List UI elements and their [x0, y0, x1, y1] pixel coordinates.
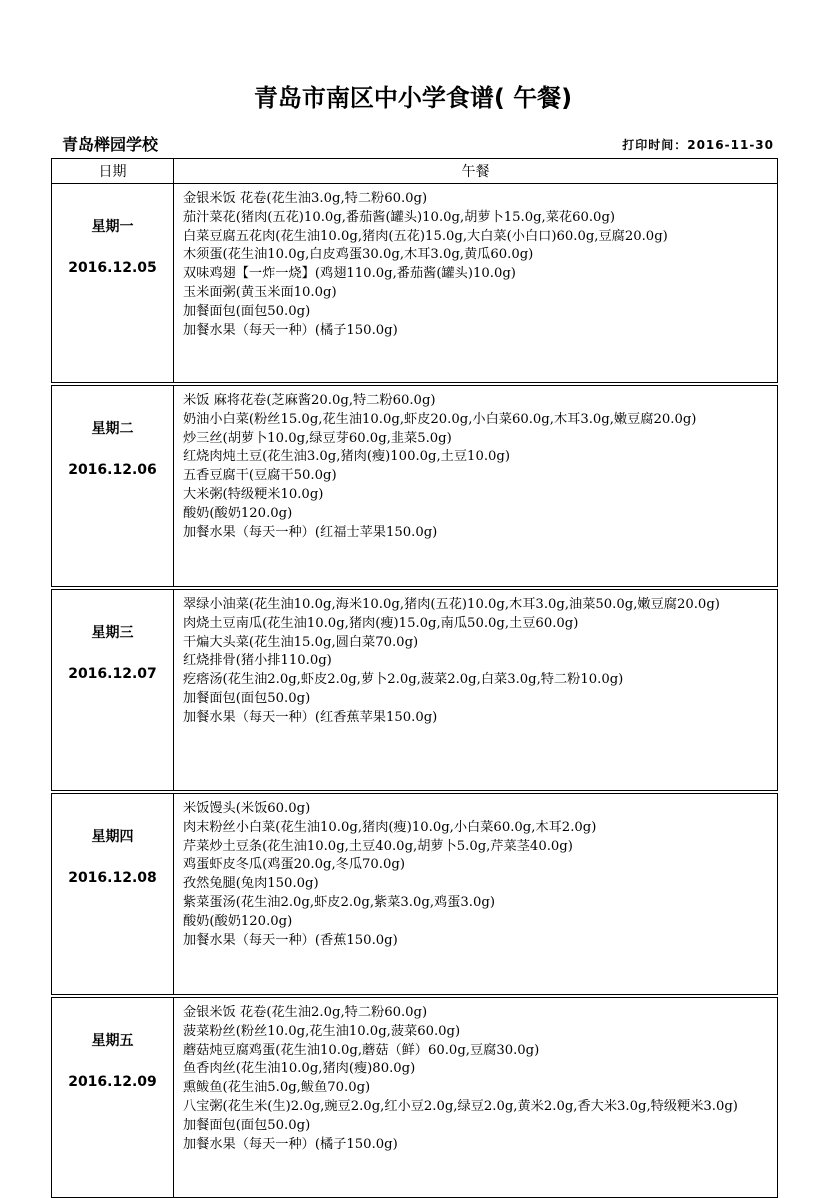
meal-item: 木须蛋(花生油10.0g,白皮鸡蛋30.0g,木耳3.0g,黄瓜60.0g): [183, 247, 534, 263]
meal-item: 加餐水果（每天一种）(红福士苹果150.0g): [183, 524, 438, 540]
day-cell: [52, 386, 174, 587]
table-row: [52, 998, 778, 1198]
meal-item: 米饭 麻将花卷(芝麻酱20.0g,特二粉60.0g): [183, 393, 436, 408]
meal-item: 奶油小白菜(粉丝15.0g,花生油10.0g,虾皮20.0g,小白菜60.0g,木耳3.0g,嫩豆腐20.0g): [183, 411, 697, 427]
meal-item: 加餐面包(面包50.0g): [183, 690, 311, 706]
table-row: [52, 590, 778, 791]
weekday-label: 星期四: [91, 829, 134, 845]
meal-item: 双味鸡翅【一炸一烧】(鸡翅110.0g,番茄酱(罐头)10.0g): [183, 266, 516, 282]
meal-item: 加餐水果（每天一种）(橘子150.0g): [183, 1136, 398, 1152]
table-row: [52, 184, 778, 383]
meal-item: 八宝粥(花生米(生)2.0g,豌豆2.0g,红小豆2.0g,绿豆2.0g,黄米2.0g,香大米3.0g,特级粳米3.0g): [183, 1098, 738, 1114]
meal-item: 加餐水果（每天一种）(橘子150.0g): [183, 322, 398, 338]
date-label: 2016.12.07: [68, 666, 157, 682]
date-label: 2016.12.05: [68, 260, 157, 276]
weekday-label: 星期三: [91, 625, 134, 641]
meal-items-cell: [174, 184, 778, 383]
meal-item: 加餐面包(面包50.0g): [183, 1117, 311, 1133]
date-label: 2016.12.06: [68, 462, 157, 478]
meal-item: 孜然兔腿(兔肉150.0g): [183, 876, 319, 892]
meal-item: 加餐水果（每天一种）(红香蕉苹果150.0g): [183, 709, 438, 725]
day-cell: [52, 794, 174, 995]
meal-item: 肉烧土豆南瓜(花生油10.0g,猪肉(瘦)15.0g,南瓜50.0g,土豆60.0g): [183, 615, 579, 631]
meal-item: 五香豆腐干(豆腐干50.0g): [183, 468, 337, 484]
date-label: 2016.12.08: [68, 870, 157, 886]
menu-table: [51, 158, 778, 1198]
day-cell: [52, 998, 174, 1198]
meal-items-cell: [174, 386, 778, 587]
meal-items-cell: [174, 590, 778, 791]
meal-item: 菠菜粉丝(粉丝10.0g,花生油10.0g,菠菜60.0g): [183, 1023, 461, 1039]
meal-item: 疙瘩汤(花生油2.0g,虾皮2.0g,萝卜2.0g,菠菜2.0g,白菜3.0g,特二粉10.0g): [183, 672, 624, 688]
meal-item: 炒三丝(胡萝卜10.0g,绿豆芽60.0g,韭菜5.0g): [183, 430, 452, 446]
print-time: 打印时间：2016-11-30: [622, 138, 774, 152]
meal-item: 鸡蛋虾皮冬瓜(鸡蛋20.0g,冬瓜70.0g): [183, 857, 405, 873]
meal-item: 茄汁菜花(猪肉(五花)10.0g,番茄酱(罐头)10.0g,胡萝卜15.0g,菜花60.0g): [183, 209, 616, 225]
table-row: [52, 386, 778, 587]
day-cell: [52, 590, 174, 791]
meal-item: 米饭馒头(米饭60.0g): [183, 801, 311, 816]
weekday-label: 星期一: [91, 219, 134, 235]
meal-item: 肉末粉丝小白菜(花生油10.0g,猪肉(瘦)10.0g,小白菜60.0g,木耳2.0g): [183, 819, 597, 835]
meal-item: 蘑菇炖豆腐鸡蛋(花生油10.0g,蘑菇（鲜）60.0g,豆腐30.0g): [183, 1042, 540, 1058]
meal-item: 芹菜炒土豆条(花生油10.0g,土豆40.0g,胡萝卜5.0g,芹菜茎40.0g): [183, 838, 573, 854]
day-cell: [52, 184, 174, 383]
meal-item: 玉米面粥(黄玉米面10.0g): [183, 284, 337, 300]
page-title: 青岛市南区中小学食谱( 午餐): [253, 84, 573, 112]
lunch-column-header: 午餐: [174, 159, 778, 184]
meal-item: 鱼香肉丝(花生油10.0g,猪肉(瘦)80.0g): [183, 1061, 416, 1077]
meal-items-cell: [174, 998, 778, 1198]
meal-item: 红烧排骨(猪小排110.0g): [183, 653, 332, 669]
weekday-label: 星期二: [91, 421, 134, 437]
meal-item: 熏鲅鱼(花生油5.0g,鲅鱼70.0g): [183, 1080, 371, 1096]
meal-item: 酸奶(酸奶120.0g): [183, 913, 293, 929]
meal-items-cell: [174, 794, 778, 995]
meal-item: 大米粥(特级粳米10.0g): [183, 486, 324, 502]
meal-item: 金银米饭 花卷(花生油3.0g,特二粉60.0g): [183, 191, 428, 206]
date-label: 2016.12.09: [68, 1074, 157, 1090]
date-column-header: 日期: [52, 159, 174, 184]
table-header-row: [52, 159, 778, 184]
meal-item: 酸奶(酸奶120.0g): [183, 505, 293, 521]
meal-item: 干煸大头菜(花生油15.0g,圆白菜70.0g): [183, 634, 419, 650]
weekday-label: 星期五: [91, 1033, 134, 1049]
meal-item: 翠绿小油菜(花生油10.0g,海米10.0g,猪肉(五花)10.0g,木耳3.0g,油菜50.0g,嫩豆腐20.0g): [183, 597, 720, 612]
meal-item: 加餐面包(面包50.0g): [183, 303, 311, 319]
school-name: 青岛榉园学校: [62, 135, 159, 154]
meal-item: 金银米饭 花卷(花生油2.0g,特二粉60.0g): [183, 1005, 428, 1020]
meal-item: 红烧肉炖土豆(花生油3.0g,猪肉(瘦)100.0g,土豆10.0g): [183, 449, 511, 465]
table-row: [52, 794, 778, 995]
meal-item: 紫菜蛋汤(花生油2.0g,虾皮2.0g,紫菜3.0g,鸡蛋3.0g): [183, 894, 495, 910]
meal-item: 加餐水果（每天一种）(香蕉150.0g): [183, 932, 398, 948]
meal-item: 白菜豆腐五花肉(花生油10.0g,猪肉(五花)15.0g,大白菜(小白口)60.0g,豆腐20.0g): [183, 228, 668, 244]
